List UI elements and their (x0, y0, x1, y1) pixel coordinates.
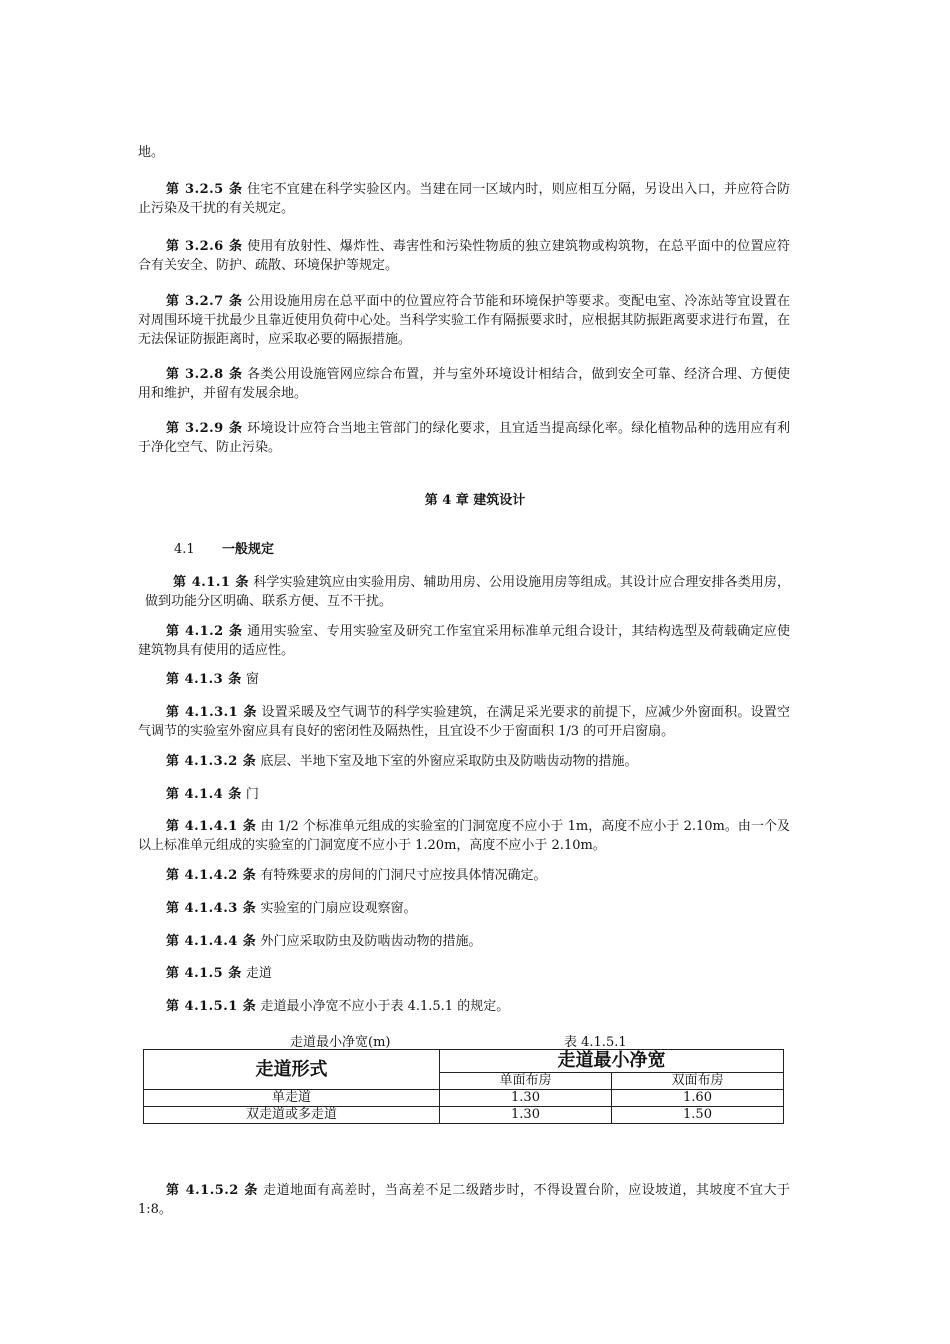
clause-label: 第 4.1.5.1 条 (166, 999, 257, 1014)
subheader-double: 双面布房 (612, 1073, 784, 1090)
clause-4-1-4 (138, 785, 790, 804)
clause-label: 第 4.1.4 条 (166, 787, 242, 802)
section-title: 一般规定 (222, 542, 275, 557)
section-heading (174, 540, 274, 559)
clause-label: 第 4.1.4.4 条 (166, 934, 257, 949)
clause-4-1-3-1 (138, 703, 790, 741)
clause-label: 第 3.2.6 条 (166, 239, 243, 254)
clause-label: 第 4.1.5.2 条 (166, 1183, 259, 1198)
chapter-title: 第 4 章 建筑设计 (424, 493, 526, 508)
clause-3-2-5 (138, 180, 790, 218)
clause-label: 第 3.2.7 条 (166, 294, 243, 309)
clause-label: 第 4.1.1 条 (173, 575, 250, 590)
clause-label: 第 4.1.4.1 条 (166, 819, 257, 834)
clause-4-1-1 (145, 573, 790, 611)
clause-3-2-8 (138, 365, 790, 403)
clause-text: 外门应采取防虫及防啮齿动物的措施。 (256, 934, 482, 949)
clause-label: 第 3.2.8 条 (166, 367, 243, 382)
clause-text: 设置采暖及空气调节的科学实验建筑，在满足采光要求的前提下，应减少外窗面积。设置空气调节的实验室外窗应具有良好的密闭性及隔热性，且宜设不少于窗面积 1/3 的可开启窗扇。 (138, 705, 790, 739)
clause-4-1-5 (138, 964, 790, 983)
corridor-width-table (143, 1049, 784, 1124)
clause-text: 走道最小净宽不应小于表 4.1.5.1 的规定。 (256, 999, 510, 1014)
clause-text: 由 1/2 个标准单元组成的实验室的门洞宽度不应小于 1m，高度不应小于 2.10m。由一个及以上标准单元组成的实验室的门洞宽度不应小于 1.20m，高度不应小于 2.10m。 (138, 819, 790, 853)
clause-text: 走道 (241, 966, 272, 981)
clause-text: 各类公用设施管网应综合布置，并与室外环境设计相结合，做到安全可靠、经济合理、方便使用和维护，并留有发展余地。 (138, 367, 790, 401)
clause-text: 使用有放射性、爆炸性、毒害性和污染性物质的独立建筑物或构筑物，在总平面中的位置应符合有关安全、防护、疏散、环境保护等规定。 (138, 239, 790, 273)
cell-type: 双走道或多走道 (144, 1107, 440, 1124)
clause-text: 住宅不宜建在科学实验区内。当建在同一区域内时，则应相互分隔，另设出入口，并应符合防止污染及干扰的有关规定。 (138, 182, 790, 216)
subheader-single: 单面布房 (440, 1073, 612, 1090)
clause-text: 门 (241, 787, 259, 802)
paragraph-text: 地。 (138, 145, 165, 160)
table-header-row (144, 1050, 784, 1073)
cell-type: 单走道 (144, 1090, 440, 1107)
clause-4-1-4-3 (138, 899, 790, 918)
clause-text: 实验室的门扇应设观察窗。 (256, 901, 417, 916)
header-min-width: 走道最小净宽 (440, 1050, 784, 1073)
clause-4-1-5-2 (138, 1181, 790, 1219)
clause-text: 底层、半地下室及地下室的外窗应采取防虫及防啮齿动物的措施。 (256, 754, 638, 769)
cell-single: 1.30 (440, 1107, 612, 1124)
clause-3-2-6 (138, 237, 790, 275)
table-row (144, 1107, 784, 1124)
clause-label: 第 4.1.3 条 (166, 672, 242, 687)
clause-4-1-4-4 (138, 932, 790, 951)
clause-3-2-9 (138, 419, 790, 457)
clause-label: 第 4.1.4.2 条 (166, 868, 257, 883)
clause-text: 环境设计应符合当地主管部门的绿化要求，且宜适当提高绿化率。绿化植物品种的选用应有利于净化空气、防止污染。 (138, 421, 790, 455)
clause-4-1-4-2 (138, 866, 790, 885)
clause-text: 科学实验建筑应由实验用房、辅助用房、公用设施用房等组成。其设计应合理安排各类用房，做到功能分区明确、联系方便、互不干扰。 (145, 575, 790, 609)
paragraph-continuation (138, 143, 790, 162)
clause-text: 公用设施用房在总平面中的位置应符合节能和环境保护等要求。变配电室、冷冻站等宜设置在对周围环境干扰最少且靠近使用负荷中心处。当科学实验工作有隔振要求时，应根据其防振距离要求进行布置，在无法保证防振距离时，应采取必要的隔振措施。 (138, 294, 790, 347)
table-caption-title: 走道最小净宽(m) (290, 1035, 391, 1050)
cell-double: 1.50 (612, 1107, 784, 1124)
section-number: 4.1 (174, 542, 195, 557)
clause-label: 第 4.1.3.2 条 (166, 754, 257, 769)
clause-4-1-5-1 (138, 997, 790, 1016)
clause-4-1-3 (138, 670, 790, 689)
clause-text: 通用实验室、专用实验室及研究工作室宜采用标准单元组合设计，其结构选型及荷载确定应使建筑物具有使用的适应性。 (138, 624, 790, 658)
clause-label: 第 4.1.4.3 条 (166, 901, 257, 916)
clause-label: 第 4.1.5 条 (166, 966, 242, 981)
clause-4-1-3-2 (138, 752, 790, 771)
table-caption-number: 表 4.1.5.1 (564, 1035, 627, 1050)
clause-text: 走道地面有高差时，当高差不足二级踏步时，不得设置台阶，应设坡道，其坡度不宜大于 1:8。 (138, 1183, 791, 1217)
clause-4-1-2 (138, 622, 790, 660)
cell-double: 1.60 (612, 1090, 784, 1107)
header-corridor-type: 走道形式 (144, 1050, 440, 1090)
clause-label: 第 3.2.9 条 (166, 421, 243, 436)
clause-3-2-7 (138, 292, 790, 349)
clause-label: 第 4.1.2 条 (166, 624, 243, 639)
clause-4-1-4-1 (138, 817, 790, 855)
clause-text: 窗 (241, 672, 259, 687)
clause-text: 有特殊要求的房间的门洞尺寸应按具体情况确定。 (256, 868, 547, 883)
clause-label: 第 4.1.3.1 条 (166, 705, 258, 720)
table-row (144, 1090, 784, 1107)
cell-single: 1.30 (440, 1090, 612, 1107)
clause-label: 第 3.2.5 条 (166, 182, 243, 197)
